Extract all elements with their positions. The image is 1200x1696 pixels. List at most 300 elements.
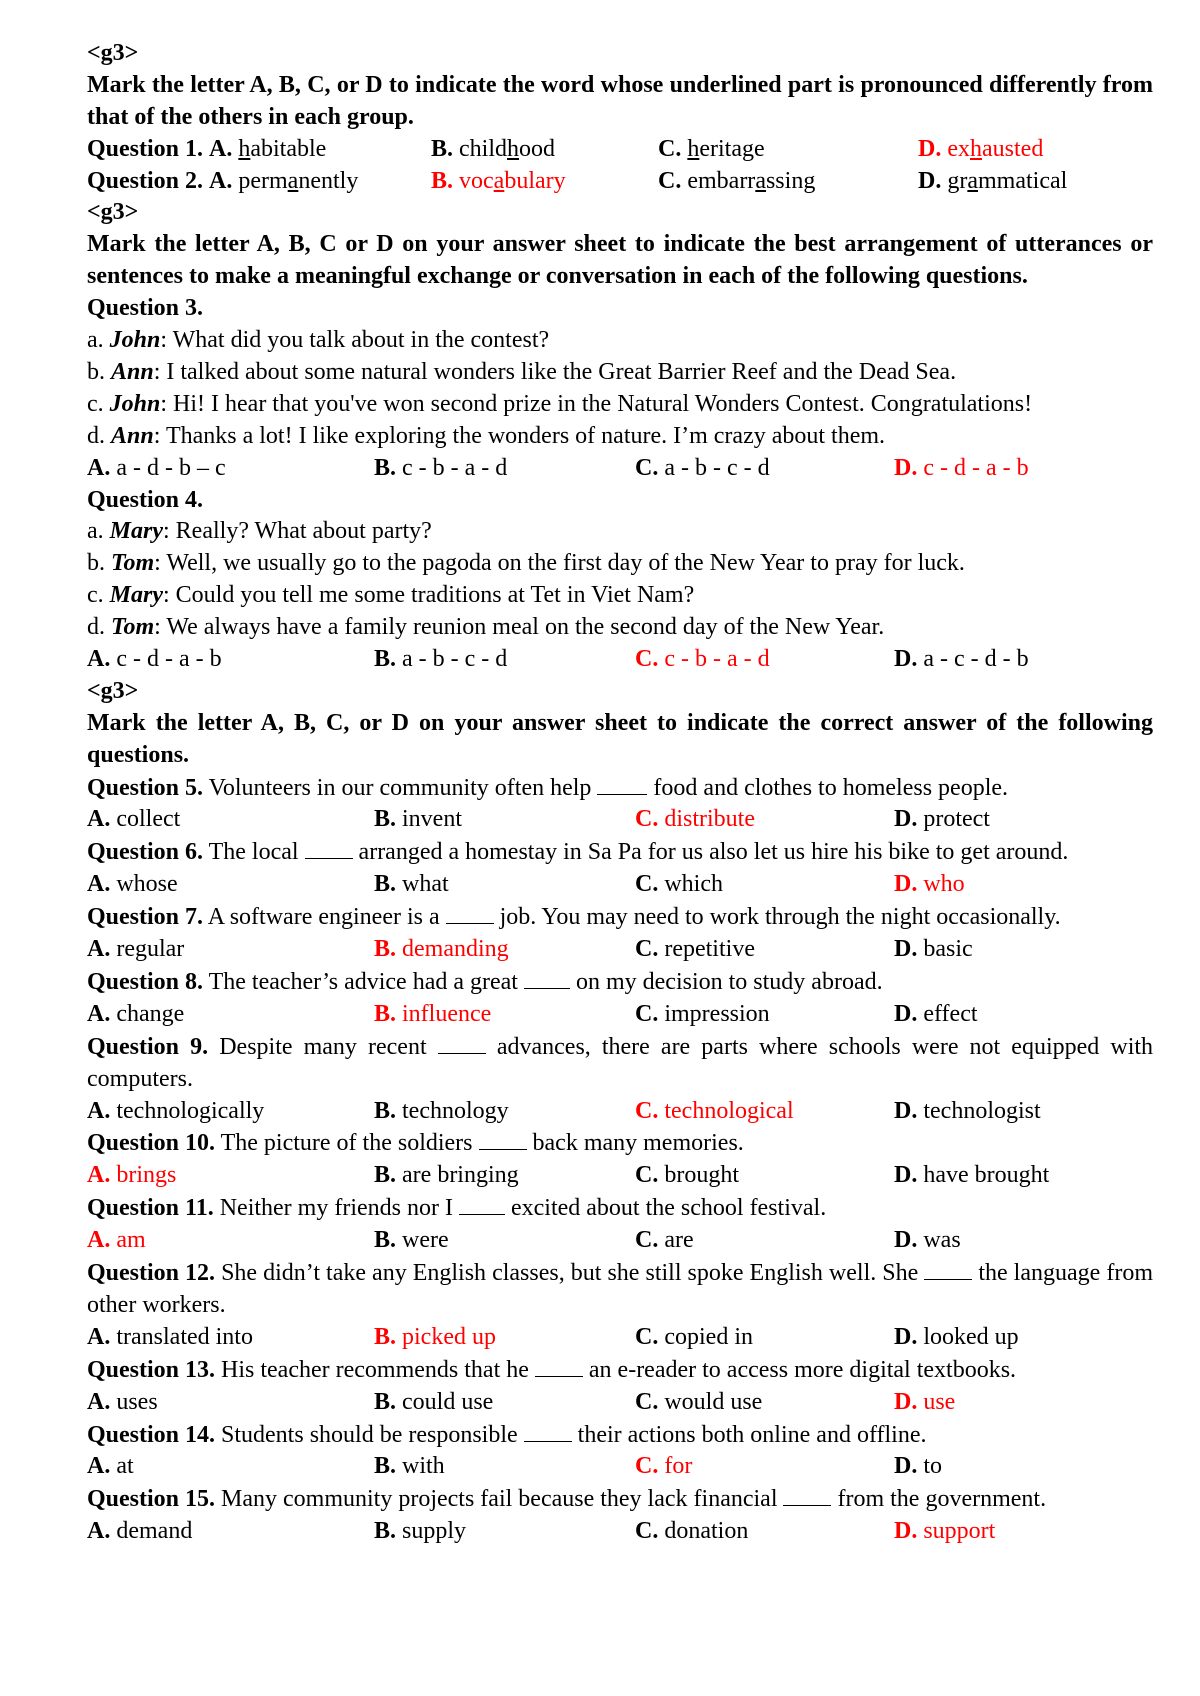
option-letter: B. [431, 135, 454, 162]
option-letter: A. [87, 645, 111, 672]
option-letter: D. [894, 1323, 918, 1350]
question-label: Question 6. [87, 839, 204, 866]
option-letter: D. [918, 167, 942, 194]
line-key: a. [87, 327, 104, 354]
word-part: perm [238, 167, 288, 194]
option-letter: A. [87, 1518, 111, 1545]
option-letter: B. [374, 1000, 397, 1027]
question-stem [87, 1192, 1153, 1225]
section-instruction: Mark the letter A, B, C, or D to indicate the word whose underlined part is pronounced differently from that of the others in each group. [87, 71, 1153, 130]
line-key: d. [87, 422, 105, 449]
section-tag: <g3> [87, 40, 139, 66]
stem-after: excited about the school festival. [510, 1195, 827, 1222]
question-label: Question 5. [87, 774, 204, 801]
question-stem [87, 966, 1153, 999]
option-text: c - d - a - b [116, 645, 222, 672]
option-text: whose [116, 871, 178, 898]
option-text: copied in [664, 1323, 753, 1350]
line-text: : Could you tell me some traditions at Tet in Viet Nam? [163, 582, 695, 609]
option-text: c - d - a - b [923, 454, 1029, 481]
underlined-part: h [238, 135, 251, 162]
speaker-name: Mary [109, 582, 163, 609]
option-text: have brought [923, 1162, 1050, 1189]
option-letter: D. [894, 806, 918, 833]
line-key: c. [87, 582, 104, 609]
dialogue-line [87, 612, 1153, 644]
option-c[interactable] [635, 1322, 894, 1354]
option-d[interactable] [894, 1096, 1041, 1128]
option-text: collect [116, 806, 181, 833]
underlined-part: a [493, 167, 505, 194]
option-letter: A. [87, 806, 111, 833]
option-c[interactable] [658, 134, 918, 166]
option-text: supply [402, 1518, 467, 1545]
stem-before: The picture of the soldiers [220, 1130, 473, 1157]
section-tag: <g3> [87, 677, 139, 704]
option-text: c - b - a - d [664, 645, 770, 672]
option-letter: A. [87, 1097, 111, 1124]
option-letter: B. [374, 1518, 397, 1545]
option-b[interactable] [431, 134, 658, 166]
option-text: change [116, 1000, 185, 1027]
option-text: protect [923, 806, 990, 833]
stem-before: She didn’t take any English classes, but she still spoke English well. She [221, 1260, 919, 1287]
option-text: who [923, 871, 965, 898]
option-c[interactable] [635, 804, 894, 836]
answer-options [87, 1322, 1153, 1354]
question-label: Question 3. [87, 295, 204, 322]
word-part: child [459, 135, 508, 162]
underlined-part: a [967, 167, 978, 194]
option-b[interactable] [374, 869, 635, 901]
option-text: for [664, 1453, 693, 1480]
option-text: effect [923, 1000, 978, 1027]
question-label: Question 7. [87, 904, 204, 931]
option-d[interactable] [894, 1516, 995, 1548]
option-text: demanding [402, 936, 509, 963]
option-letter: B. [374, 1162, 397, 1189]
option-text: invent [402, 806, 463, 833]
section-tag: <g3> [87, 199, 139, 226]
option-letter: C. [635, 645, 659, 672]
line-text: : We always have a family reunion meal on the second day of the New Year. [154, 614, 885, 641]
option-text: influence [402, 1000, 492, 1027]
dialogue-line [87, 580, 1153, 612]
option-c[interactable] [635, 644, 894, 676]
line-text: : Really? What about party? [163, 518, 432, 545]
question-label: Question 2. [87, 167, 204, 194]
word-part: voc [459, 167, 494, 194]
section-instruction: Mark the letter A, B, C or D on your answer sheet to indicate the best arrangement of utterances or sentences to make a meaningful exchange or conversation in each of the following questions. [87, 231, 1153, 290]
option-text: could use [402, 1388, 494, 1415]
option-b[interactable] [374, 804, 635, 836]
question-label: Question 13. [87, 1356, 216, 1383]
option-letter: D. [894, 1162, 918, 1189]
option-letter: C. [635, 1227, 659, 1254]
stem-before: The teacher’s advice had a great [208, 968, 518, 995]
option-text: donation [664, 1518, 749, 1545]
option-letter: C. [635, 1453, 659, 1480]
option-letter: D. [894, 871, 918, 898]
question-stem [87, 1354, 1153, 1387]
option-letter: A. [209, 135, 233, 162]
answer-options [87, 1387, 1153, 1419]
word-part: gr [947, 167, 968, 194]
option-text: demand [116, 1518, 193, 1545]
question-label: Question 4. [87, 486, 204, 513]
answer-blank [924, 1257, 972, 1280]
option-c[interactable] [635, 1516, 894, 1548]
option-letter: D. [894, 1518, 918, 1545]
option-text: technologically [116, 1097, 265, 1124]
line-text: : Hi! I hear that you've won second prize in the Natural Wonders Contest. Congratulations! [160, 390, 1033, 417]
option-b[interactable] [374, 999, 635, 1031]
stem-after: an e-reader to access more digital textbooks. [588, 1356, 1017, 1383]
option-letter: B. [374, 1227, 397, 1254]
stem-after: advances, there are parts where schools were not equipped with computers. [87, 1033, 1154, 1092]
underlined-part: h [507, 135, 520, 162]
option-text: technology [402, 1097, 509, 1124]
option-text: picked up [402, 1323, 496, 1350]
speaker-name: Ann [111, 422, 154, 449]
exam-page [87, 38, 1153, 1548]
answer-blank [535, 1354, 583, 1377]
option-d[interactable] [894, 869, 965, 901]
question-stem [87, 1419, 1153, 1452]
word-part: mmatical [978, 167, 1068, 194]
option-a[interactable] [87, 1516, 374, 1548]
option-letter: A. [87, 1453, 111, 1480]
option-b[interactable] [374, 1160, 635, 1192]
stem-before: Neither my friends nor I [219, 1195, 453, 1222]
stem-before: His teacher recommends that he [221, 1356, 529, 1383]
speaker-name: John [109, 390, 161, 417]
dialogue-line [87, 516, 1153, 548]
word-part: eritage [699, 135, 765, 162]
answer-options [87, 453, 1153, 485]
option-a[interactable] [87, 1160, 374, 1192]
option-letter: A. [87, 1000, 111, 1027]
option-d[interactable] [894, 1451, 942, 1483]
option-c[interactable] [635, 934, 894, 966]
stem-after: the language from other workers. [87, 1260, 1153, 1318]
option-letter: B. [374, 936, 397, 963]
line-key: b. [87, 550, 105, 577]
option-d[interactable] [894, 1322, 1019, 1354]
option-text: what [402, 871, 449, 898]
option-b[interactable] [431, 166, 658, 198]
option-letter: C. [658, 167, 682, 194]
word-part: bulary [504, 167, 566, 194]
option-text: a - d - b – c [116, 454, 226, 481]
option-a[interactable] [87, 644, 374, 676]
option-letter: B. [374, 454, 397, 481]
question-stem [87, 1483, 1153, 1516]
question-label: Question 10. [87, 1130, 216, 1157]
stem-after: arranged a homestay in Sa Pa for us also let us hire his bike to get around. [358, 839, 1069, 866]
option-letter: D. [894, 936, 918, 963]
dialogue-line [87, 548, 1153, 580]
answer-options [87, 1451, 1153, 1483]
option-letter: D. [894, 454, 918, 481]
option-text: looked up [923, 1323, 1019, 1350]
option-d[interactable] [918, 166, 1067, 198]
question-label: Question 1. [87, 135, 204, 162]
option-letter: A. [87, 1162, 111, 1189]
option-text: brings [116, 1162, 177, 1189]
option-letter: A. [87, 1388, 111, 1415]
line-key: d. [87, 614, 105, 641]
option-b[interactable] [374, 934, 635, 966]
option-text: regular [116, 936, 185, 963]
answer-options [87, 804, 1153, 836]
option-letter: D. [894, 1453, 918, 1480]
line-text: : I talked about some natural wonders like the Great Barrier Reef and the Dead Sea. [153, 358, 957, 385]
option-c[interactable] [635, 453, 894, 485]
option-letter: B. [374, 871, 397, 898]
option-letter: B. [374, 1323, 397, 1350]
option-c[interactable] [635, 869, 894, 901]
option-text: a - b - c - d [402, 645, 508, 672]
dialogue-line [87, 421, 1153, 453]
option-letter: C. [635, 1162, 659, 1189]
option-text: technologist [923, 1097, 1041, 1124]
dialogue-line [87, 325, 1153, 357]
option-a[interactable] [87, 999, 374, 1031]
option-a[interactable] [87, 804, 374, 836]
question-stem [87, 772, 1153, 805]
option-a[interactable] [87, 1387, 374, 1419]
option-a[interactable] [87, 1322, 374, 1354]
option-letter: C. [635, 871, 659, 898]
option-letter: C. [635, 1518, 659, 1545]
option-b[interactable] [374, 1387, 635, 1419]
dialogue-line [87, 389, 1153, 421]
option-letter: C. [635, 1097, 659, 1124]
underlined-part: a [755, 167, 766, 194]
word-part: abitable [250, 135, 327, 162]
option-d[interactable] [894, 804, 990, 836]
option-letter: A. [87, 871, 111, 898]
option-letter: C. [658, 135, 682, 162]
question-stem [87, 1257, 1153, 1322]
option-text: support [923, 1518, 996, 1545]
option-text: would use [664, 1388, 763, 1415]
question-stem [87, 836, 1153, 869]
option-b[interactable] [374, 1451, 635, 1483]
option-letter: C. [635, 936, 659, 963]
option-letter: B. [374, 645, 397, 672]
line-key: c. [87, 390, 104, 417]
stem-after: from the government. [837, 1486, 1047, 1513]
answer-options [87, 999, 1153, 1031]
option-text: a - c - d - b [923, 645, 1029, 672]
answer-blank [305, 836, 353, 859]
option-text: was [923, 1227, 961, 1254]
option-text: translated into [116, 1323, 253, 1350]
option-letter: A. [87, 1323, 111, 1350]
option-letter: C. [635, 1388, 659, 1415]
option-text: uses [116, 1388, 158, 1415]
pronunciation-question [87, 134, 1153, 166]
multiple-choice-questions [87, 772, 1153, 1549]
option-text: are bringing [402, 1162, 519, 1189]
option-text: c - b - a - d [402, 454, 508, 481]
option-text: which [664, 871, 723, 898]
option-text: basic [923, 936, 973, 963]
underlined-part: a [287, 167, 299, 194]
option-d[interactable] [894, 644, 1029, 676]
speaker-name: Ann [111, 358, 154, 385]
stem-before: The local [208, 839, 299, 866]
answer-options [87, 1225, 1153, 1257]
stem-after: their actions both online and offline. [577, 1421, 927, 1448]
option-text: use [923, 1388, 956, 1415]
option-text: to [923, 1453, 943, 1480]
stem-before: Students should be responsible [221, 1421, 518, 1448]
stem-after: back many memories. [532, 1130, 744, 1157]
option-c[interactable] [658, 166, 918, 198]
option-text: distribute [664, 806, 755, 833]
conversation-questions [87, 293, 1153, 676]
line-text: : Well, we usually go to the pagoda on the first day of the New Year to pray for luck. [154, 550, 965, 577]
option-c[interactable] [635, 1387, 894, 1419]
option-d[interactable] [894, 453, 1029, 485]
question-label: Question 8. [87, 968, 204, 995]
dialogue-line [87, 357, 1153, 389]
option-letter: C. [635, 1323, 659, 1350]
option-d[interactable] [894, 1387, 955, 1419]
option-a[interactable] [87, 869, 374, 901]
option-text: a - b - c - d [664, 454, 770, 481]
option-d[interactable] [894, 1225, 961, 1257]
word-part: nently [298, 167, 359, 194]
stem-after: job. You may need to work through the night occasionally. [499, 904, 1061, 931]
option-letter: B. [374, 1388, 397, 1415]
option-text: at [116, 1453, 134, 1480]
answer-blank [597, 772, 647, 795]
option-letter: B. [374, 1097, 397, 1124]
option-d[interactable] [894, 934, 973, 966]
option-c[interactable] [635, 999, 894, 1031]
speaker-name: Mary [109, 518, 163, 545]
answer-blank [783, 1483, 831, 1506]
line-text: : What did you talk about in the contest? [160, 327, 550, 354]
pronunciation-question [87, 166, 1153, 198]
question-label: Question 15. [87, 1486, 216, 1513]
option-letter: A. [209, 167, 233, 194]
answer-blank [459, 1192, 505, 1215]
line-key: b. [87, 358, 105, 385]
option-letter: D. [894, 1000, 918, 1027]
option-letter: C. [635, 806, 659, 833]
option-letter: C. [635, 454, 659, 481]
option-a[interactable] [87, 1096, 374, 1128]
question-label: Question 14. [87, 1421, 216, 1448]
option-letter: A. [87, 1227, 111, 1254]
speaker-name: Tom [111, 550, 155, 577]
stem-after: on my decision to study abroad. [575, 968, 883, 995]
option-letter: D. [894, 1227, 918, 1254]
stem-before: Many community projects fail because they lack financial [221, 1486, 778, 1513]
underlined-part: h [970, 135, 982, 162]
option-a[interactable] [87, 134, 431, 166]
stem-after: food and clothes to homeless people. [653, 774, 1009, 801]
option-b[interactable] [374, 644, 635, 676]
option-a[interactable] [87, 934, 374, 966]
answer-blank [524, 966, 570, 989]
option-letter: D. [894, 1388, 918, 1415]
option-d[interactable] [894, 1160, 1049, 1192]
stem-before: A software engineer is a [207, 904, 440, 931]
option-letter: D. [894, 1097, 918, 1124]
word-part: austed [982, 135, 1044, 162]
speaker-name: John [109, 327, 161, 354]
stem-before: Despite many recent [219, 1033, 427, 1060]
option-a[interactable] [87, 166, 431, 198]
option-text: repetitive [664, 936, 755, 963]
word-part: ssing [765, 167, 816, 194]
question-label: Question 12. [87, 1260, 216, 1287]
option-b[interactable] [374, 1322, 635, 1354]
stem-before: Volunteers in our community often help [208, 774, 592, 801]
option-b[interactable] [374, 453, 635, 485]
option-letter: B. [374, 1453, 397, 1480]
option-a[interactable] [87, 1451, 374, 1483]
option-b[interactable] [374, 1096, 635, 1128]
line-text: : Thanks a lot! I like exploring the wonders of nature. I’m crazy about them. [153, 422, 886, 449]
option-text: with [402, 1453, 445, 1480]
option-letter: B. [374, 806, 397, 833]
option-text: am [116, 1227, 146, 1254]
option-letter: A. [87, 936, 111, 963]
speaker-name: Tom [111, 614, 155, 641]
option-d[interactable] [894, 999, 978, 1031]
question-stem [87, 1031, 1153, 1096]
option-letter: B. [431, 167, 454, 194]
word-part: ex [947, 135, 970, 162]
answer-options [87, 644, 1153, 676]
option-text: brought [664, 1162, 740, 1189]
option-c[interactable] [635, 1096, 894, 1128]
word-part: ood [519, 135, 556, 162]
underlined-part: h [687, 135, 700, 162]
option-c[interactable] [635, 1225, 894, 1257]
option-c[interactable] [635, 1451, 894, 1483]
question-stem [87, 901, 1153, 934]
answer-options [87, 1096, 1153, 1128]
section-instruction: Mark the letter A, B, C, or D on your answer sheet to indicate the correct answer of the following questions. [87, 709, 1153, 768]
option-letter: D. [918, 135, 942, 162]
option-b[interactable] [374, 1225, 635, 1257]
option-d[interactable] [918, 134, 1043, 166]
option-a[interactable] [87, 453, 374, 485]
option-letter: A. [87, 454, 111, 481]
answer-blank [479, 1127, 527, 1150]
option-b[interactable] [374, 1516, 635, 1548]
option-text: were [402, 1227, 449, 1254]
question-label: Question 9. [87, 1033, 209, 1060]
option-letter: D. [894, 645, 918, 672]
option-letter: C. [635, 1000, 659, 1027]
answer-options [87, 1160, 1153, 1192]
answer-options [87, 934, 1153, 966]
option-a[interactable] [87, 1225, 374, 1257]
line-key: a. [87, 518, 104, 545]
word-part: embarr [687, 167, 756, 194]
option-c[interactable] [635, 1160, 894, 1192]
question-label: Question 11. [87, 1195, 214, 1222]
